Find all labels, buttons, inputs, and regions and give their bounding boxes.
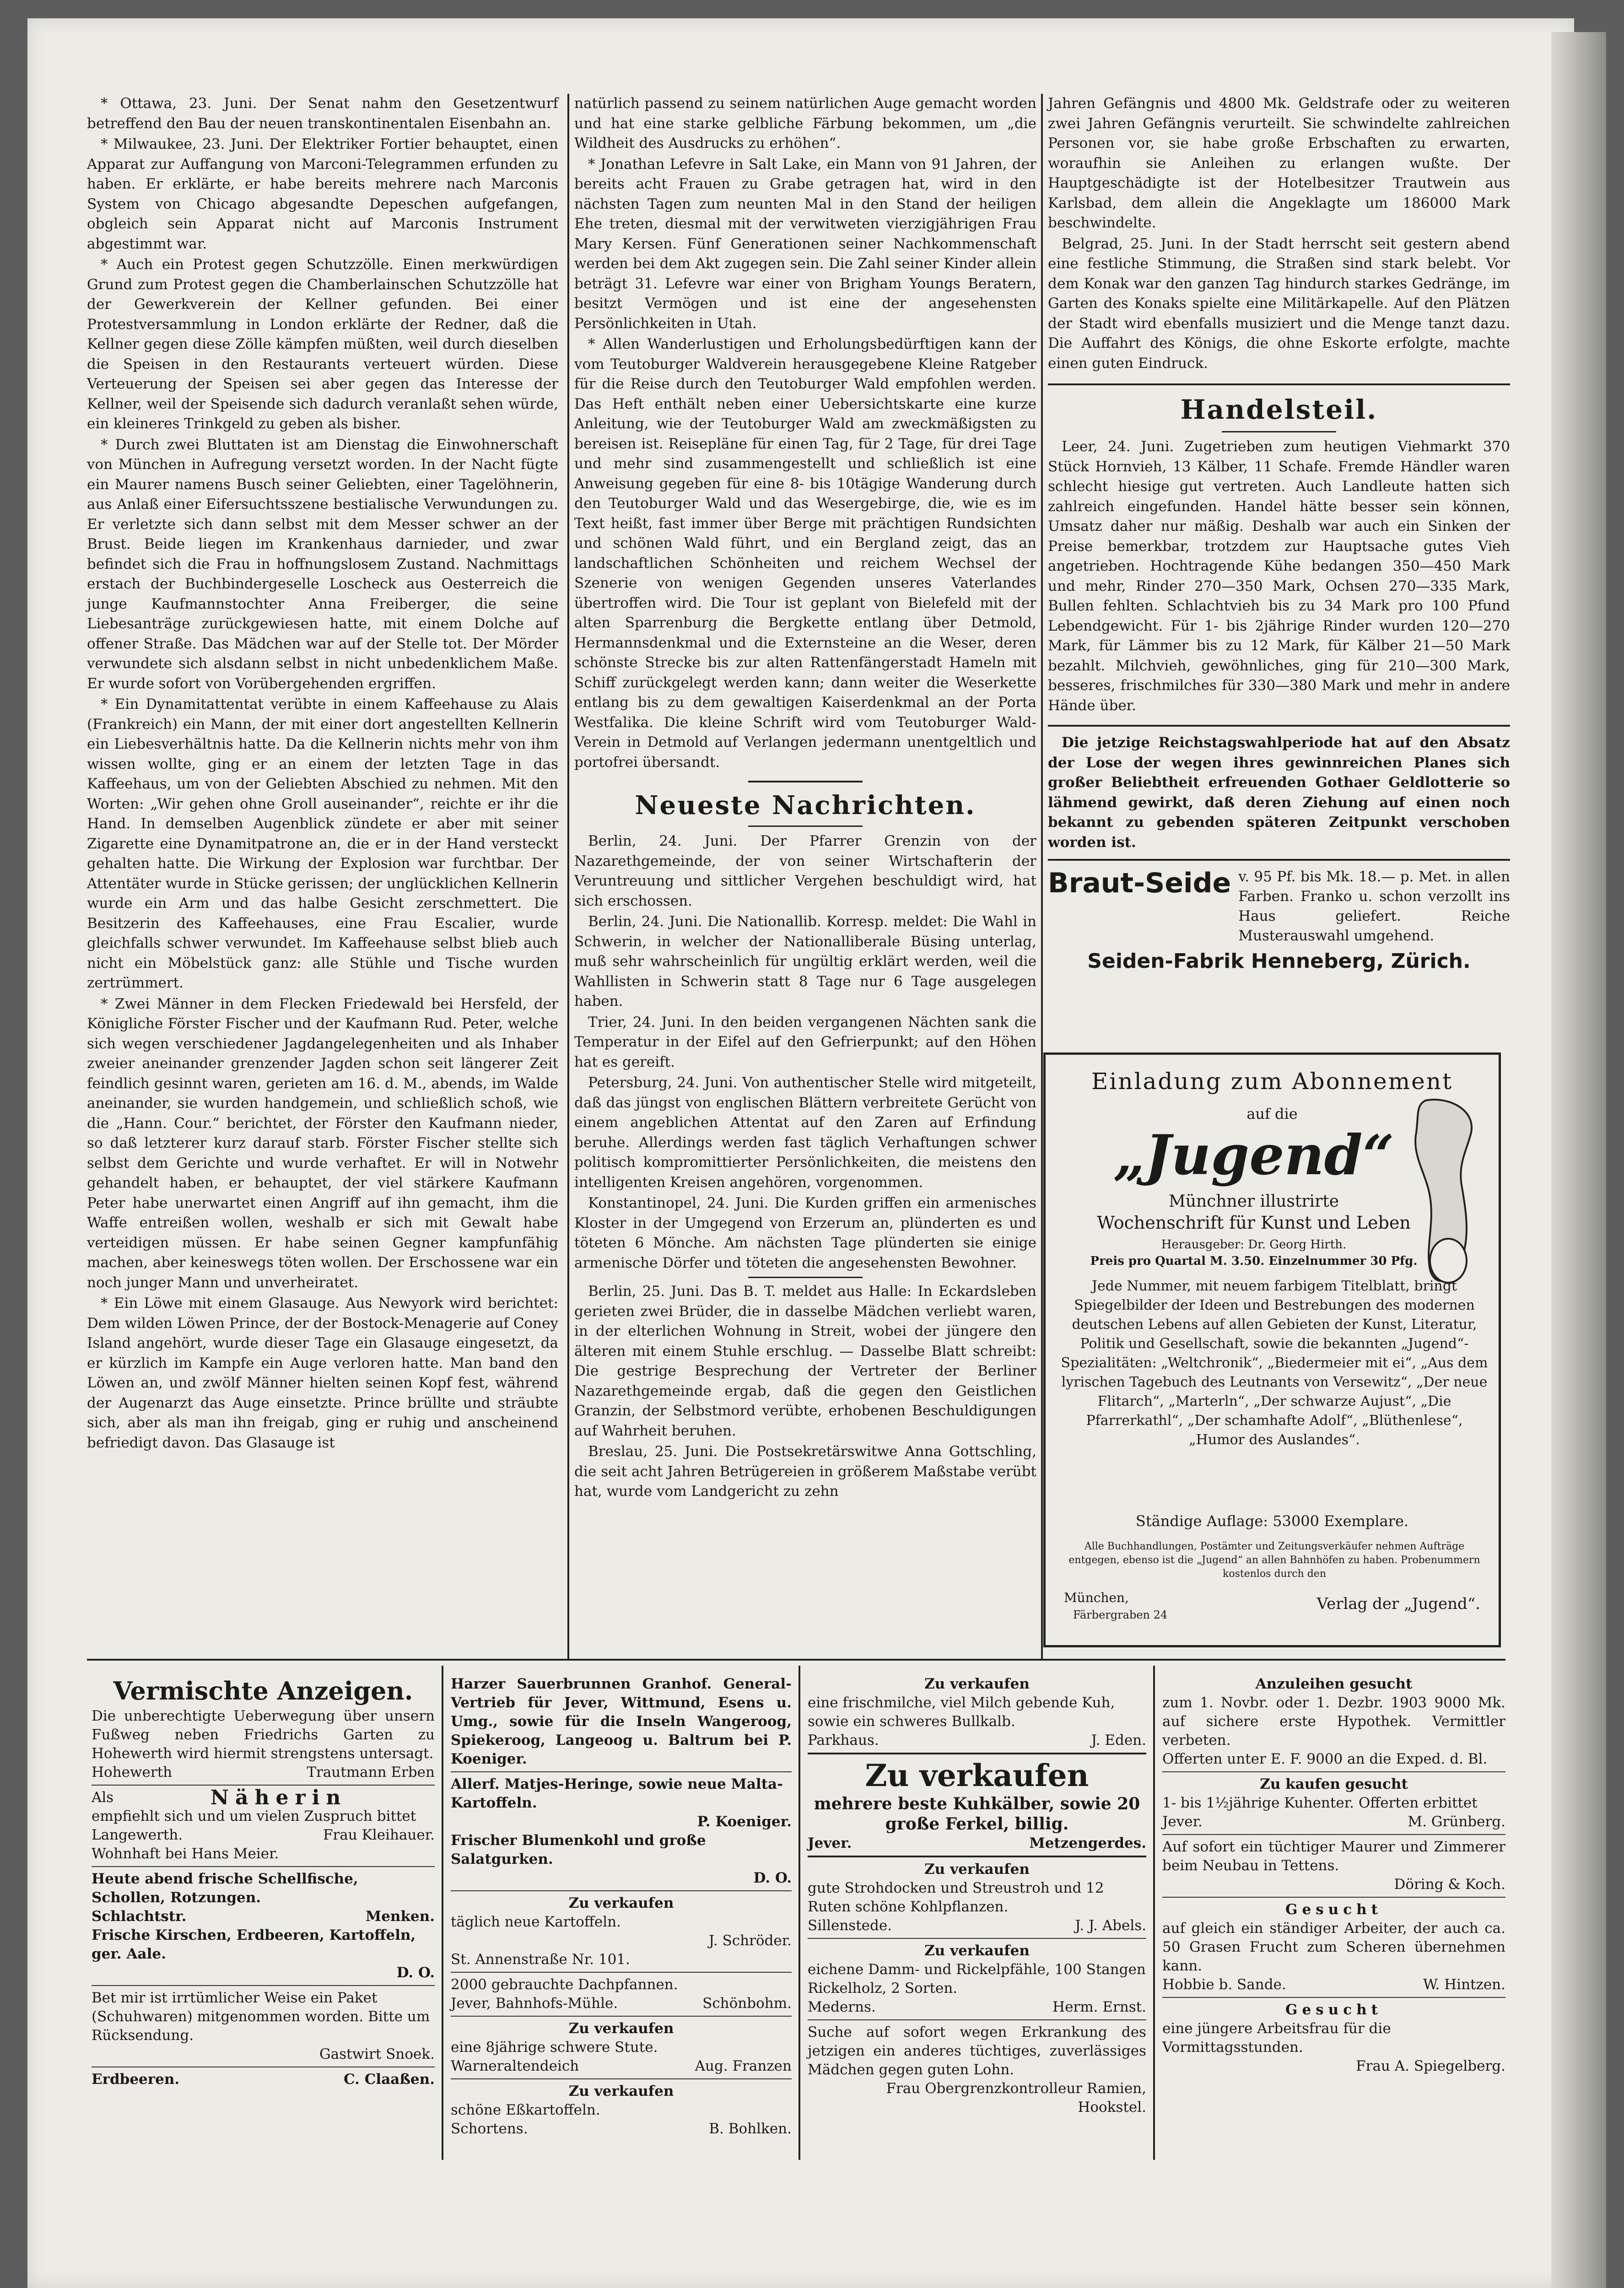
ad-kuhenter-sign (1162, 1813, 1505, 1831)
ad-erdbeeren-signer: C. Claaßen. (344, 2071, 435, 2088)
rule-news (748, 781, 863, 782)
ad-pfaehle-sign (808, 1998, 1146, 2017)
rule-news-below (748, 826, 863, 827)
ad-anleihe-text: zum 1. Novbr. oder 1. Dezbr. 1903 9000 Mk. auf sichere erste Hypothek. Vermittler verbeten. (1162, 1694, 1505, 1748)
jugend-sub2: Wochenschrift für Kunst und Leben (1097, 1213, 1411, 1233)
jugend-invite: Einladung zum Abonnement (1091, 1068, 1453, 1095)
ad-kuhenter-text: 1- bis 1½jährige Kuhenter. Offerten erbittet (1162, 1795, 1478, 1811)
ad-fussweg-place: Hohewerth (92, 1764, 173, 1781)
ad-arbeitsfrau-text: eine jüngere Arbeitsfrau für die Vormittagsstunden. (1162, 2020, 1391, 2056)
jugend-price: Preis pro Quartal M. 3.50. Einzelnummer 30 Pfg. (1090, 1254, 1418, 1268)
ad-arbeiter-sign (1162, 1975, 1505, 1994)
ad-pfaehle-signer: Herm. Ernst. (1052, 1999, 1146, 2015)
ad-arbeiter-text: auf gleich ein ständiger Arbeiter, der auch ca. 50 Grasen Frucht zum Scheren übernehmen kann. (1162, 1920, 1505, 1974)
ad-kuh-place: Parkhaus. (808, 1732, 879, 1748)
ad-fussweg-text: Die unberechtigte Ueberwegung über unsern Fußweg neben Friedrichs Garten zu Hohewerth wird hiermit strengstens untersagt. (92, 1708, 435, 1762)
ad-fisch-text: Heute abend frische Schellfische, Schollen, Rotzungen. (92, 1871, 358, 1906)
ad-esskartoffeln-signer: B. Bohlken. (709, 2121, 792, 2137)
ad-sep-d1 (1162, 1771, 1505, 1772)
ad-pfaehle-head: Zu verkaufen (924, 1943, 1030, 1959)
ad-sep-d2 (1162, 1834, 1505, 1835)
jugend-auflage: Ständige Auflage: 53000 Exemplare. (1135, 1512, 1409, 1530)
ad-stroh-sign (808, 1916, 1146, 1935)
ad-stute-place: Warneraltendeich (451, 2058, 579, 2074)
ad-stute-sign (451, 2057, 792, 2076)
ad-fisch-place: Schlachtstr. (92, 1908, 187, 1925)
jugend-small: Alle Buchhandlungen, Postämter und Zeitungsverkäufer nehmen Aufträge entgegen, ebenso ist die „Jugend“ an allen Bahnhöfen zu haben. Probenummern kostenlos durch den (1068, 1541, 1480, 1580)
ad-naeherin-pre: Als (92, 1789, 114, 1806)
rule-news-mid (748, 1277, 863, 1278)
news-berlin-3: Berlin, 25. Juni. Das B. T. meldet aus Halle: In Eckardsleben gerieten zwei Brüder, die in dasselbe Mädchen verliebt waren, in der elterlichen Wohnung in Streit, wobei der jüngere den älteren mit einem Stuhle erschlug. — Dasselbe Blatt schreibt: Die gestrige Besprechung der Vertreter der Berliner Nazarethgemeinde ergab, daß die gegen den Geistlichen Granzin, der Selbstmord verübte, erhobenen Beschuldigungen auf Wahrheit beruhen. (574, 1283, 1036, 1439)
ad-naeherin-head (92, 1788, 435, 1807)
ad-kartoffeln-text: täglich neue Kartoffeln. (451, 1914, 621, 1930)
seide-ad (1048, 867, 1510, 946)
article-friedewald: * Zwei Männer in dem Flecken Friedewald bei Hersfeld, der Königliche Förster Fischer und der Kaufmann Rud. Peter, welche sich wegen verschiedener Jagdangelegenheiten und als Inhaber zweier aneinander grenzender Jagden schon seit längerer Zeit feindlich gesinnt waren, gerieten am 16. d. M., abends, im Walde aneinander, sie wurden handgemein, und schließlich schoß, wie die „Hann. Cour.“ berichtet, der Förster den Kaufmann nieder, so daß letzterer kurz darauf starb. Förster Fischer stellte sich selbst dem Gerichte und wurde verhaftet. Er will in Notwehr gehandelt haben, er behauptet, der viel stärkere Kaufmann Peter habe unerwartet einen Angriff auf ihn gemacht, ihm die Waffe entreißen wollen, weshalb er sich mit Gewalt habe verteidigen müssen. Er habe seinen Gegner kampfunfähig machen, aber keineswegs töten wollen. Der Erschossene war ein noch junger Mann und unverheiratet. (87, 995, 558, 1291)
ad-kuh-head: Zu verkaufen (924, 1676, 1030, 1692)
ad-naeherin-text: empfiehlt sich und um vielen Zuspruch bittet (92, 1808, 416, 1824)
ad-esskartoffeln-sign (451, 2120, 792, 2138)
ad-sep-c1 (808, 1753, 1146, 1754)
article-lefevre: * Jonathan Lefevre in Salt Lake, ein Mann von 91 Jahren, der bereits acht Frauen zu Grabe getragen hat, wird in den nächsten Tagen zum neunten Mal in den Stand der heiligen Ehe treten, diesmal mit der verwitweten vierzigjährigen Frau Mary Kersen. Fünf Generationen seiner Nachkommenschaft werden bei dem Akt zugegen sein. Die Zahl seiner Kinder allein beträgt 31. Lefevre war einer von Brigham Youngs Beratern, besitzt Vermögen und ist eine der angesehensten Persönlichkeiten in Utah. (574, 156, 1036, 332)
ad-stroh-head: Zu verkaufen (924, 1861, 1030, 1878)
ad-stroh-text: gute Strohdocken und Streustroh und 12 Ruten schöne Kohlpflanzen. (808, 1880, 1104, 1915)
article-ottawa: * Ottawa, 23. Juni. Der Senat nahm den Gesetzentwurf betreffend den Bau der neuen transkontinentalen Eisenbahn an. (87, 95, 558, 132)
jugend-editor: Herausgeber: Dr. Georg Hirth. (1161, 1238, 1347, 1252)
seide-text: v. 95 Pf. bis Mk. 18.— p. Met. in allen Farben. Franko u. schon verzollt ins Haus geliefert. Reiche Musterauswahl umgehend. (1238, 869, 1510, 944)
rule-seide (1048, 859, 1510, 861)
ad-arbeiter-place: Hobbie b. Sande. (1162, 1976, 1286, 1993)
ad-sep-c2 (808, 1856, 1146, 1857)
ad-naeherin-place: Langewerth. (92, 1827, 183, 1843)
ad-kuhkaelber-signer: Metzengerdes. (1029, 1835, 1146, 1851)
ads-column-a (92, 1675, 435, 2089)
ad-kartoffeln-sign: J. Schröder. (708, 1932, 792, 1949)
rule-handel-below (1222, 431, 1336, 432)
ad-kartoffeln-place: St. Annenstraße Nr. 101. (451, 1951, 630, 1968)
ad-sep-b2 (451, 1890, 792, 1891)
rule-lotterie (1048, 725, 1510, 727)
ad-kuhkaelber-sign (808, 1834, 1146, 1853)
ad-kuh-signer: J. Eden. (1091, 1732, 1146, 1748)
ad-arbeiter-head: Gesucht (1285, 1901, 1382, 1918)
ad-dachpfannen-text: 2000 gebrauchte Dachpfannen. (451, 1976, 678, 1993)
jugend-body: Jede Nummer, mit neuem farbigem Titelblatt, bringt Spiegelbilder der Ideen und Bestrebungen des modernen deutschen Lebens auf allen Gebieten der Kunst, Literatur, Politik und Gesellschaft, sowie die bekannten „Jugend“-Spezialitäten: „Weltchronik“, „Biedermeier mit ei“, „Aus dem lyrischen Tagebuch des Leutnants von Versewitz“, „Der neue Flitarch“, „Marterln“, „Der schwarze Aujust“, „Die Pfarrerkathl“, „Der schamhafte Adolf“, „Blüthenlese“, „Humor des Auslandes“. (1061, 1278, 1488, 1448)
news-trier: Trier, 24. Juni. In den beiden vergangenen Nächten sank die Temperatur in der Eifel auf den Gefrierpunkt; auf den Höhen hat es gereift. (574, 1014, 1036, 1070)
ad-fisch-signer: Menken. (365, 1908, 435, 1925)
ad-kuhenter-signer: M. Grünberg. (1408, 1813, 1505, 1830)
ad-naeherin-title: Näherin (210, 1786, 347, 1809)
ad-kartoffeln-head: Zu verkaufen (568, 1895, 674, 1911)
ad-maedchen-sign1: Frau Obergrenzkontrolleur Ramien, (886, 2080, 1146, 2097)
ad-erdbeeren (92, 2070, 435, 2089)
ad-sep-c4 (808, 2019, 1146, 2020)
ad-esskartoffeln-text: schöne Eßkartoffeln. (451, 2102, 600, 2118)
jugend-sub1: Münchner illustrirte (1168, 1192, 1339, 1211)
ad-matjes-sign: P. Koeniger. (697, 1813, 792, 1830)
article-protest: * Auch ein Protest gegen Schutzzölle. Einen merkwürdigen Grund zum Protest gegen die Chamberlainschen Schutzzölle hat der Gewerkverein der Kellner gefunden. Bei einer Protestversammlung in London erklärte der Redner, daß die Kellner gegen diese Zölle kämpfen müßten, weil durch dieselben die Speisen in den Restaurants verteuert würden. Diese Verteuerung der Speisen sei aber gegen das Interesse der Kellner, weil der Speisende sich dadurch veranlaßt sehen würde, ein kleineres Trinkgeld zu geben als bisher. (87, 256, 558, 432)
ad-dachpfannen-signer: Schönbohm. (702, 1995, 792, 2012)
news-berlin-1: Berlin, 24. Juni. Der Pfarrer Grenzin von der Nazarethgemeinde, der von seiner Wirtschafterin der Veruntreuung und sittlicher Vergehen beschuldigt wird, hat sich erschossen. (574, 833, 1036, 909)
ad-stroh-signer: J. J. Abels. (1075, 1917, 1146, 1934)
ad-sep-3 (92, 1985, 435, 1986)
ad-arbeiter-signer: W. Hintzen. (1423, 1976, 1505, 1993)
jugend-city: München, (1064, 1590, 1129, 1605)
column-3 (1048, 94, 1510, 975)
ad-fussweg-sign (92, 1763, 435, 1782)
ad-sep-b5 (451, 2078, 792, 2079)
ad-arbeitsfrau-head: Gesucht (1285, 2002, 1382, 2018)
ad-paket-sign: Gastwirt Snoek. (319, 2046, 435, 2062)
ad-sep-d3 (1162, 1897, 1505, 1898)
ad-paket-text: Bet mir ist irrtümlicher Weise ein Paket (Schuhwaren) mitgenommen worden. Bitte um Rücksendung. (92, 1990, 430, 2044)
ad-esskartoffeln-head: Zu verkaufen (568, 2083, 674, 2099)
article-lotterie: Die jetzige Reichstagswahlperiode hat auf den Absatz der Lose der wegen ihres gewinnreichen Planes sich großer Beliebtheit erfreuenden Gothaer Geldlotterie so lähmend gewirkt, daß deren Ziehung auf einen noch bekannt zu gebenden späteren Zeitpunkt verschoben worden ist. (1048, 734, 1510, 851)
ad-blumenkohl-text: Frischer Blumenkohl und große Salatgurken. (451, 1832, 706, 1867)
news-konstantinopel: Konstantinopel, 24. Juni. Die Kurden griffen ein armenisches Kloster in der Umgegend von Erzerum an, plünderten es und töteten 6 Mönche. Am nächsten Tage plünderten sie einige armenische Dörfer und töteten die angesehensten Bewohner. (574, 1195, 1036, 1271)
article-teutoburger: * Allen Wanderlustigen und Erholungsbedürftigen kann der vom Teutoburger Waldverein herausgegebene Kleine Ratgeber für die Reise durch den Teutoburger Wald empfohlen werden. Das Heft enthält neben einer Uebersichtskarte eine kurze Anleitung, wie der Teutoburger Wald am zweckmäßigsten zu bereisen ist. Reisepläne für einen Tag, für 2 Tage, für drei Tage und mehr sind zusammengestellt und schließlich ist eine Anweisung gegeben für eine 8- bis 10tägige Wanderung durch den Teutoburger Wald und das Wesergebirge, die, wie es im Text heißt, fast immer über Berge mit prächtigen Rundsichten und schönen Wald führt, und ein Bergland zeigt, das an landschaftlichen Schönheiten und reichem Wechsel der Szenerie von wenigen Gegenden unseres Vaterlandes übertroffen wird. Die Tour ist geplant von Bielefeld mit der alten Sparrenburg die Bergkette entlang über Detmold, Hermannsdenkmal und die Externsteine an die Weser, deren schönste Strecke bis zur alten Rattenfängerstadt Hameln mit Schiff zurückgelegt werden kann; dann weiter die Weserkette entlang bis zu dem gewaltigen Kaiserdenkmal an der Porta Westfalika. Die kleine Schrift wird vom Teutoburger Wald-Verein in Detmold auf Verlangen jedermann unentgeltlich und portofrei übersandt. (574, 336, 1036, 771)
news-heading: Neueste Nachrichten. (635, 790, 976, 820)
ad-kuh-sign (808, 1731, 1146, 1750)
ads-heading: Vermischte Anzeigen. (113, 1676, 413, 1705)
news-petersburg: Petersburg, 24. Juni. Von authentischer Stelle wird mitgeteilt, daß das jüngst von englischen Blättern verbreitete Gerücht von einem angeblichen Attentat auf den Zaren auf Erfindung beruhe. Allerdings werden fast täglich Verhaftungen schwer politisch kompromittierter Persönlichkeiten, die meistens den intelligenten Kreisen angehören, vorgenommen. (574, 1074, 1036, 1191)
column-rule-1 (567, 94, 569, 1659)
seide-title: Braut-Seide (1048, 867, 1231, 899)
column-1 (87, 94, 558, 1454)
ad-kirschen-text: Frische Kirschen, Erdbeeren, Kartoffeln, ger. Aale. (92, 1927, 416, 1962)
ad-esskartoffeln-place: Schortens. (451, 2121, 528, 2137)
article-glasauge-cont: natürlich passend zu seinem natürlichen Auge gemacht worden und hat eine starke gelbliche Färbung bekommen, um „die Wildheit des Ausdrucks zu erhöhen“. (574, 95, 1036, 151)
jugend-street: Färbergraben 24 (1073, 1608, 1168, 1621)
ad-stroh-place: Sillenstede. (808, 1917, 892, 1934)
ad-maurer-text: Auf sofort ein tüchtiger Maurer und Zimmerer beim Neubau in Tettens. (1162, 1839, 1505, 1874)
ad-kuhkaelber-head: Zu verkaufen (865, 1758, 1089, 1793)
ad-fisch-sign (92, 1907, 435, 1926)
ad-dachpfannen-sign (451, 1994, 792, 2013)
jugend-ad (1043, 1052, 1501, 1647)
ads-rule-2 (799, 1666, 800, 2160)
ad-stute-text: eine 8jährige schwere Stute. (451, 2039, 658, 2056)
ad-sep-2 (92, 1866, 435, 1867)
ad-anleihe-offer: Offerten unter E. F. 9000 an die Exped. d. Bl. (1162, 1751, 1488, 1767)
ads-column-c (808, 1675, 1146, 2117)
ad-pfaehle-place: Mederns. (808, 1999, 876, 2015)
column-rule-2 (1041, 94, 1043, 1659)
ad-fussweg-signer: Trautmann Erben (307, 1764, 435, 1781)
ads-top-rule (87, 1659, 1505, 1661)
ad-stute-head: Zu verkaufen (568, 2020, 674, 2037)
ad-dachpfannen-place: Jever, Bahnhofs-Mühle. (451, 1995, 618, 2012)
ad-kuhkaelber-place: Jever. (808, 1835, 852, 1851)
jugend-title: „Jugend“ (1113, 1123, 1394, 1187)
ad-sep-c3 (808, 1938, 1146, 1939)
ad-stute-signer: Aug. Franzen (695, 2058, 792, 2074)
ad-maedchen-text: Suche auf sofort wegen Erkrankung des jetzigen ein anderes tüchtiges, zuverlässiges Mädchen gegen guten Lohn. (808, 2024, 1146, 2078)
jugend-verlag: Verlag der „Jugend“. (1316, 1595, 1480, 1613)
ad-matjes-text: Allerf. Matjes-Heringe, sowie neue Malta-Kartoffeln. (451, 1776, 783, 1811)
ad-kuh-text: eine frischmilche, viel Milch gebende Kuh, sowie ein schweres Bullkalb. (808, 1694, 1115, 1730)
ad-anleihe-head: Anzuleihen gesucht (1255, 1676, 1413, 1692)
ad-sep-d4 (1162, 1997, 1505, 1998)
ad-kuhenter-head: Zu kaufen gesucht (1260, 1776, 1408, 1792)
ads-rule-3 (1153, 1666, 1155, 2160)
ad-naeherin-note: Wohnhaft bei Hans Meier. (92, 1846, 279, 1862)
ad-arbeitsfrau-sign: Frau A. Spiegelberg. (1356, 2058, 1505, 2074)
ads-column-d (1162, 1675, 1505, 2076)
ad-erdbeeren-label: Erdbeeren. (92, 2071, 180, 2088)
page-edge (1551, 32, 1606, 2288)
ad-sep-1 (92, 1785, 435, 1786)
ad-sauerbrunnen: Harzer Sauerbrunnen Granhof. General-Vertrieb für Jever, Wittmund, Esens u. Umg., sowie für die Inseln Wangeroog, Spiekeroog, Langeoog u. Baltrum bei P. Koeniger. (451, 1676, 792, 1767)
ad-kuhkaelber-text: mehrere beste Kuhkälber, sowie 20 große Ferkel, billig. (814, 1794, 1140, 1834)
ad-naeherin-sign (92, 1826, 435, 1845)
article-handel-leer: Leer, 24. Juni. Zugetrieben zum heutigen Viehmarkt 370 Stück Hornvieh, 13 Kälber, 11 Schafe. Fremde Händler waren schlecht hiesige gut vertreten. Auch Landleute hatten sich zahlreich eingefunden. Handel hätte besser sein können, Umsatz daher nur mäßig. Deshalb war auch ein Sinken der Preise bemerkbar, trotzdem zur Hauptsache gutes Vieh angetrieben. Hochtragende Kühe bedangen 350—450 Mark und mehr, Rinder 270—350 Mark, Ochsen 270—335 Mark, Bullen fehlten. Schlachtvieh bis zu 34 Mark pro 100 Pfund Lebendgewicht. Für 1- bis 2jährige Rinder wurden 120—270 Mark, für Lämmer bis zu 12 Mark, für Kälber 21—50 Mark bezahlt. Milchvieh, gewöhnliches, ging für 210—300 Mark, besseres, frischmilches für 330—380 Mark und mehr in andere Hände über. (1048, 438, 1510, 714)
news-breslau: Breslau, 25. Juni. Die Postsekretärswitwe Anna Gottschling, die seit acht Jahren Betrügereien in größerem Maßstabe verübt hat, wurde vom Landgericht zu zehn (574, 1443, 1036, 1500)
ad-naeherin-signer: Frau Kleihauer. (323, 1827, 435, 1843)
article-breslau-cont: Jahren Gefängnis und 4800 Mk. Geldstrafe oder zu weiteren zwei Jahren Gefängnis verurteilt. Sie schwindelte zahlreichen Personen vor, sie habe große Erbschaften zu erwarten, woraufhin sie Anleihen zu erlangen wußte. Der Hauptgeschädigte ist der Hotelbesitzer Trautwein aus Karlsbad, dem allein die Angeklagte um 186000 Mark beschwindelte. (1048, 95, 1510, 231)
ad-blumenkohl-sign: D. O. (753, 1870, 792, 1886)
ad-kirschen-sign: D. O. (396, 1964, 435, 1981)
seide-firm: Seiden-Fabrik Henneberg, Zürich. (1087, 950, 1471, 973)
article-belgrad: Belgrad, 25. Juni. In der Stadt herrscht seit gestern abend eine festliche Stimmung, die Straßen sind stark belebt. Vor dem Konak war den ganzen Tag hindurch starkes Gedränge, im Garten des Konaks spielte eine Militärkapelle. Auf den Plätzen der Stadt wird ebenfalls musiziert und die Menge tanzt dazu. Die Auffahrt des Königs, die ohne Eskorte erfolgte, machte einen guten Eindruck. (1048, 235, 1510, 372)
news-berlin-2: Berlin, 24. Juni. Die Nationallib. Korresp. meldet: Die Wahl in Schwerin, in welcher der Nationalliberale Büsing unterlag, muß sehr wahrscheinlich für ungültig erklärt werden, weil die Wahllisten in Schwerin statt 8 Tage nur 6 Tage ausgelegen haben. (574, 913, 1036, 1009)
ads-column-b (451, 1675, 792, 2138)
article-loewe: * Ein Löwe mit einem Glasauge. Aus Newyork wird berichtet: Dem wilden Löwen Prince, der der Bostock-Menagerie auf Coney Island angehört, wurde dieser Tage ein Glasauge eingesetzt, da er kürzlich im Kampfe ein Auge verloren hatte. Man band den Löwen an, und zwölf Männer hielten seinen Kopf fest, während der Augenarzt das Auge einsetzte. Prince brüllte und sträubte sich, aber als man ihn freigab, ging er ruhig und anscheinend befriedigt davon. Das Glasauge ist (87, 1295, 558, 1451)
ad-sep-b4 (451, 2016, 792, 2017)
ad-sep-b1 (451, 1771, 792, 1772)
jugend-auf-die: auf die (1246, 1105, 1298, 1122)
handel-heading: Handelsteil. (1180, 394, 1378, 425)
ad-maedchen-sign2: Hookstel. (1078, 2099, 1146, 2115)
ad-kuhenter-place: Jever. (1162, 1813, 1203, 1830)
ads-rule-1 (442, 1666, 443, 2160)
article-dynamit: * Ein Dynamitattentat verübte in einem Kaffeehause zu Alais (Frankreich) ein Mann, der mit einer dort angestellten Kellnerin ein Liebesverhältnis hatte. Da die Kellnerin nichts mehr von ihm wissen wollte, ging er an einem der letzten Tage in das Kaffeehaus, um von der Geliebten Abschied zu nehmen. Mit den Worten: „Wir gehen ohne Groll auseinander“, reichte er ihr die Hand. In demselben Augenblick zündete er aber mit seiner Zigarette eine Dynamitpatrone an, die er in der Hand versteckt gehalten hatte. Die Wirkung der Explosion war furchtbar. Der Attentäter wurde in Stücke gerissen; der unglücklichen Kellnerin wurde ein Arm und das halbe Gesicht zerschmettert. Die Besitzerin des Kaffeehauses, eine Frau Escalier, wurde gleichfalls schwer verwundet. Im Kaffeehause selbst blieb auch nicht ein Möbelstück ganz: alle Stühle und Tische wurden zertrümmert. (87, 696, 558, 991)
column-2 (574, 94, 1036, 1503)
rule-handel (1048, 383, 1510, 385)
ad-pfaehle-text: eichene Damm- und Rickelpfähle, 100 Stangen Rickelholz, 2 Sorten. (808, 1961, 1146, 1997)
article-bluttaten: * Durch zwei Bluttaten ist am Dienstag die Einwohnerschaft von München in Aufregung versetzt worden. In der Nacht fügte ein Maurer namens Busch seiner Geliebten, einer Tagelöhnerin, aus Anlaß einer Eifersuchtsszene bestialische Verwundungen zu. Er verletzte sich dann selbst mit dem Messer schwer an der Brust. Beide liegen im Krankenhaus darnieder, und zwar befindet sich die Frau in hoffnungslosem Zustand. Nachmittags erstach der Buchbindergeselle Loscheck aus Oesterreich die junge Kaufmannstochter Anna Freiberger, die seine Liebesanträge zurückgewiesen hatte, mit einem Dolche auf offener Straße. Das Mädchen war auf der Stelle tot. Der Mörder verwundete sich alsdann selbst in nicht unbedenklichem Maße. Er wurde sofort von Vorübergehenden ergriffen. (87, 436, 558, 692)
ad-maurer-sign: Döring & Koch. (1394, 1876, 1505, 1893)
article-milwaukee: * Milwaukee, 23. Juni. Der Elektriker Fortier behauptet, einen Apparat zur Auffangung von Marconi-Telegrammen erfunden zu haben. Er erklärte, er habe bereits mehrere nach Marconis System von Chicago abgesandte Depeschen aufgefangen, obgleich sein Apparat nicht auf Marconis Instrument abgestimmt war. (87, 136, 558, 252)
ad-sep-b3 (451, 1972, 792, 1973)
